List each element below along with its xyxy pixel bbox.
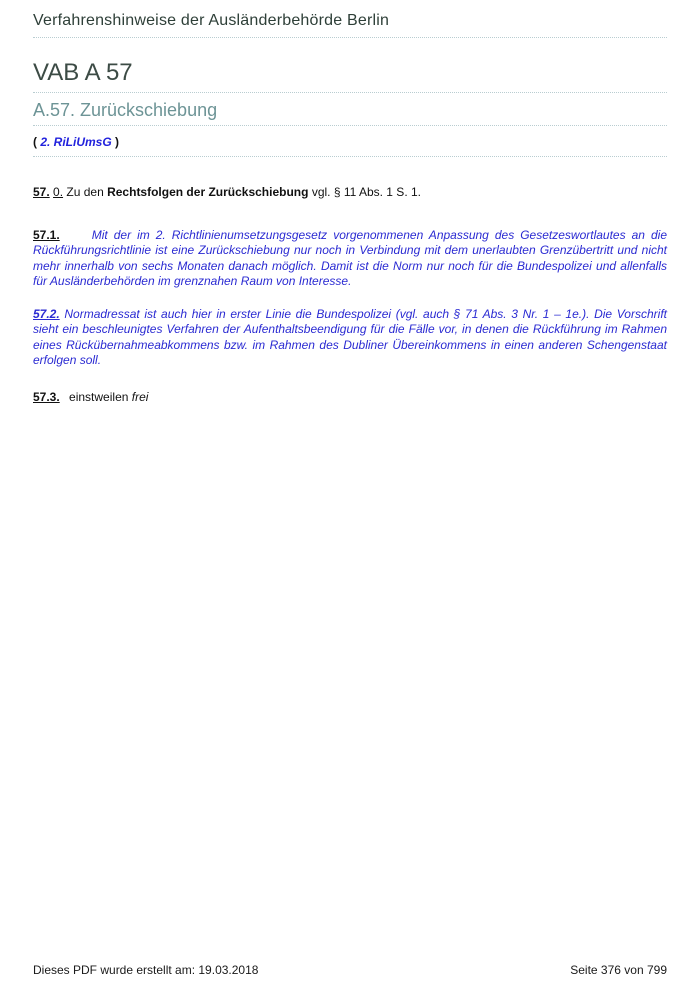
reference-close-paren: ): [115, 135, 120, 149]
paragraph-57-0-subnumber: 0.: [53, 185, 64, 199]
section-heading: [33, 100, 667, 126]
header-title: Verfahrenshinweise der Ausländerbehörde Berlin: [33, 12, 390, 29]
paragraph-57-1-text: Mit der im 2. Richtlinienumsetzungsgesetz vorgenommenen Anpassung des Gesetzeswortlautes an die Rückführungsrichtlinie ist eine Zurückschiebung nur noch in Verbindung mit dem unerlaubten Grenzübertritt und nicht mehr innerhalb von sechs Monaten danach möglich. Damit ist die Norm nur noch für die Bundespolizei und allenfalls für Ausländerbehörden im grenznahen Raum von Interesse.: [33, 227, 667, 288]
paragraph-57-1: [33, 228, 667, 290]
reference-link[interactable]: 2. RiLiUmsG: [40, 135, 112, 149]
footer-page-number: Seite 376 von 799: [570, 963, 667, 977]
section-heading-text: A.57. Zurückschiebung: [33, 100, 218, 120]
paragraph-57-2-number: 57.2.: [33, 306, 60, 321]
paragraph-57-3-number: 57.3.: [33, 389, 60, 404]
footer-created-date: Dieses PDF wurde erstellt am: 19.03.2018: [33, 963, 259, 977]
page-footer: [33, 963, 667, 977]
paragraph-57-3-lead: einstweilen: [69, 389, 129, 404]
paragraph-57-3: [33, 390, 667, 406]
paragraph-57-0: [33, 185, 667, 201]
reference-open-paren: (: [33, 135, 37, 149]
document-title: [33, 59, 667, 93]
page-header: [33, 0, 667, 38]
paragraph-57-0-number: 57.: [33, 185, 50, 199]
paragraph-57-0-bold-phrase: Rechtsfolgen der Zurückschiebung: [107, 185, 309, 199]
paragraph-57-3-emphasis: frei: [131, 389, 149, 404]
paragraph-57-0-tail: vgl. § 11 Abs. 1 S. 1.: [311, 185, 421, 199]
paragraph-57-2: [33, 307, 667, 369]
paragraph-57-0-lead: Zu den: [66, 185, 104, 199]
paragraph-57-2-text: Normadressat ist auch hier in erster Linie die Bundespolizei (vgl. auch § 71 Abs. 3 Nr. 1 – 1e.). Die Vorschrift sieht ein beschleunigtes Verfahren der Aufenthaltsbeendigung für die Fälle vor, in denen die Rückführung im Rahmen eines Rückübernahmeabkommens bzw. im Rahmen des Dubliner Übereinkommens in einen anderen Schengenstaat erfolgen soll.: [33, 306, 667, 367]
document-title-text: VAB A 57: [33, 59, 133, 86]
paragraph-57-1-number: 57.1.: [33, 227, 60, 242]
reference-line: [33, 135, 667, 157]
